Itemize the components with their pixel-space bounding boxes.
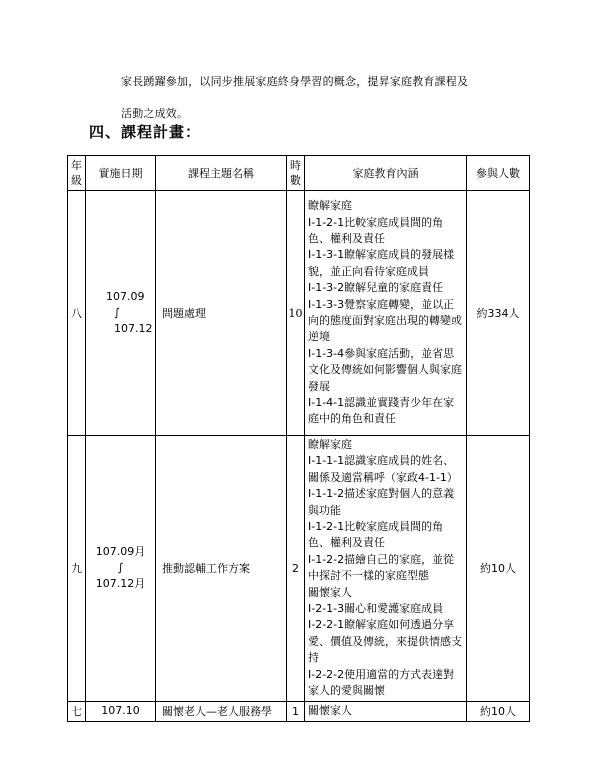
header-content: 家庭教育內涵 [305,156,467,191]
date-cell [86,436,156,702]
content-line: I-2-2-2使用適當的方式表達對家人的愛與關懷 [308,667,455,698]
content-line: I-1-4-1認識並實踐青少年在家庭中的角色和責任 [308,396,455,426]
date-start: 107.09月 [95,545,146,559]
table-header-row [68,156,530,191]
section-heading: 四、課程計畫： [89,123,202,141]
course-plan-table [67,155,530,722]
table-row [68,191,530,436]
hours-cell: 1 [287,701,305,721]
content-line: I-1-1-1認識家庭成員的姓名、關係及適當稱呼（家政4-1-1） [308,454,458,484]
content-line: I-2-1-3關心和愛護家庭成員 [308,602,444,616]
hours-cell: 2 [287,436,305,702]
content-line: 瞭解家庭 [308,438,352,451]
date-start: 107.09 [106,290,145,303]
content-line: I-1-3-1瞭解家庭成員的發展樣貌，並正向看待家庭成員 [308,248,455,278]
content-cell [305,701,467,721]
header-grade-char: 級 [71,174,82,187]
grade-cell: 八 [68,191,86,436]
people-cell: 約10人 [467,436,530,702]
content-cell [305,191,467,436]
content-line: I-1-3-3覺察家庭轉變，並以正向的態度面對家庭出現的轉變或逆境 [308,297,462,344]
content-line: I-1-1-2描述家庭對個人的意義與功能 [308,487,455,517]
header-date: 實施日期 [86,156,156,191]
date-cell: 107.10 [86,701,156,721]
grade-cell: 七 [68,701,86,721]
header-hours [287,156,305,191]
topic-cell: 推動認輔工作方案 [156,436,287,702]
content-line: 瞭解家庭 [308,199,352,213]
table-row [68,701,530,721]
header-topic: 課程主題名稱 [156,156,287,191]
date-end: ∫ 107.12 [114,306,153,335]
content-line: 關懷家人 [308,703,352,717]
date-separator: ∫ [117,561,124,575]
topic-cell: 問題處理 [156,191,287,436]
content-line: I-1-2-1比較家庭成員間的角色、權利及責任 [308,215,444,245]
content-line: 關懷家人 [308,585,352,599]
table-row [68,436,530,702]
header-grade-char: 年 [71,159,82,172]
header-hours-char: 時 [290,159,301,172]
content-cell [305,436,467,702]
header-people: 參與人數 [467,156,530,191]
people-cell: 約10人 [467,701,530,721]
header-grade [68,156,86,191]
date-cell [86,191,156,436]
intro-line: 活動之成效。 [121,107,189,120]
people-cell: 約334人 [467,191,530,436]
content-line: I-1-3-2瞭解兒童的家庭責任 [308,281,444,295]
intro-line: 家長踴躍參加，以同步推展家庭終身學習的概念，提昇家庭教育課程及 [121,75,469,88]
content-line: I-1-2-2描繪自己的家庭，並從中探討不一樣的家庭型態 [308,552,455,583]
content-line: I-2-2-1瞭解家庭如何透過分享愛、價值及傳統，來提供情感支持 [308,618,462,665]
content-line: I-1-3-4參與家庭活動，並省思文化及傳統如何影響個人與家庭發展 [308,346,462,393]
content-line: I-1-2-1比較家庭成員間的角色、權利及責任 [308,520,444,550]
date-end: 107.12月 [95,577,146,591]
topic-cell: 關懷老人—老人服務學 [156,701,287,721]
header-hours-char: 數 [290,174,301,187]
grade-cell: 九 [68,436,86,702]
hours-cell: 10 [287,191,305,436]
